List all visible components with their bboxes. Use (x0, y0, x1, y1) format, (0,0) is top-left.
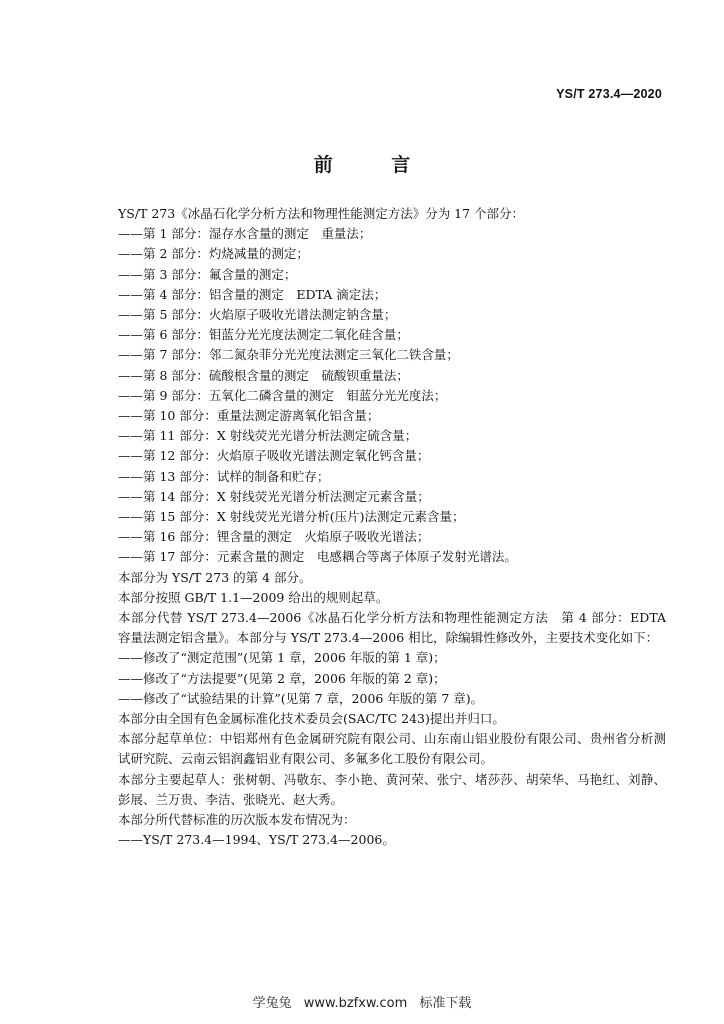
list-item: ——第 10 部分：重量法测定游离氧化铝含量； (118, 408, 380, 424)
list-item: ——修改了“测定范围”(见第 1 章，2006 年版的第 1 章)； (118, 650, 446, 666)
page-title: 前 言 (313, 154, 437, 176)
list-item: ——第 12 部分：火焰原子吸收光谱法测定氧化钙含量； (118, 448, 430, 464)
list-item: ——第 9 部分：五氧化二磷含量的测定 钼蓝分光光度法； (118, 387, 447, 403)
list-item: ——第 2 部分：灼烧减量的测定； (118, 246, 309, 262)
replaces-paragraph: 本部分代替 YS/T 273.4—2006《冰晶石化学分析方法和物理性能测定方法 第 4 部分：EDTA 容量法测定铝含量》。本部分与 YS/T 273.4—2006 相比，除编辑性修改外，主要技术变化如下： (118, 610, 666, 646)
list-item: ——第 1 部分：湿存水含量的测定 重量法； (118, 226, 372, 242)
list-item: ——第 5 部分：火焰原子吸收光谱法测定钠含量； (118, 307, 397, 323)
list-item: ——YS/T 273.4—1994、YS/T 273.4—2006。 (118, 832, 395, 848)
list-item: ——修改了“试验结果的计算”(见第 7 章，2006 年版的第 7 章)。 (118, 690, 484, 706)
list-item: ——第 17 部分：元素含量的测定 电感耦合等离子体原子发射光谱法。 (118, 549, 517, 565)
list-item: ——第 11 部分：X 射线荧光光谱分析法测定硫含量； (118, 428, 418, 444)
list-item: ——第 13 部分：试样的制备和贮存； (118, 468, 330, 484)
intro-paragraph: YS/T 273《冰晶石化学分析方法和物理性能测定方法》分为 17 个部分： (118, 206, 525, 221)
list-item: ——第 15 部分：X 射线荧光光谱分析(压片)法测定元素含量； (118, 509, 465, 525)
footer-url[interactable]: www.bzfxw.com (303, 996, 408, 1011)
list-item: ——第 16 部分：锂含量的测定 火焰原子吸收光谱法； (118, 529, 430, 545)
footer-site-name: 学兔兔 (252, 996, 292, 1011)
history-intro-paragraph: 本部分所代替标准的历次版本发布情况为： (118, 812, 356, 828)
proposed-by-paragraph: 本部分由全国有色金属标准化技术委员会(SAC/TC 243)提出并归口。 (118, 711, 505, 727)
drafting-units-paragraph: 本部分起草单位：中铝郑州有色金属研究院有限公司、山东南山铝业股份有限公司、贵州省分析测试研究院、云南云铝润鑫铝业有限公司、多氟多化工股份有限公司。 (118, 731, 666, 767)
drafters-paragraph: 本部分主要起草人：张树朝、冯敬东、李小艳、黄河荣、张宁、堵莎莎、胡荣华、马艳红、刘静、彭展、兰万贵、李洁、张晓光、赵大秀。 (118, 771, 666, 807)
parts-list (96, 224, 666, 567)
footer-watermark (0, 992, 724, 1011)
list-item: ——第 6 部分：钼蓝分光光度法测定二氧化硅含量； (118, 327, 409, 343)
list-item: ——第 14 部分：X 射线荧光光谱分析法测定元素含量； (118, 488, 430, 504)
list-item: ——修改了“方法提要”(见第 2 章，2006 年版的第 2 章)； (118, 670, 446, 686)
list-item: ——第 8 部分：硫酸根含量的测定 硫酸钡重量法； (118, 367, 409, 383)
footer-tagline: 标准下载 (419, 996, 472, 1011)
changes-list (96, 648, 666, 709)
foreword-body (96, 204, 666, 851)
list-item: ——第 3 部分：氟含量的测定； (118, 266, 297, 282)
this-part-paragraph: 本部分为 YS/T 273 的第 4 部分。 (118, 569, 312, 585)
list-item: ——第 7 部分：邻二氮杂菲分光光度法测定三氧化二铁含量； (118, 347, 459, 363)
standard-number: YS/T 273.4—2020 (556, 87, 662, 101)
list-item: ——第 4 部分：铝含量的测定 EDTA 滴定法； (118, 286, 387, 302)
drafting-rules-paragraph: 本部分按照 GB/T 1.1—2009 给出的规则起草。 (118, 589, 389, 605)
